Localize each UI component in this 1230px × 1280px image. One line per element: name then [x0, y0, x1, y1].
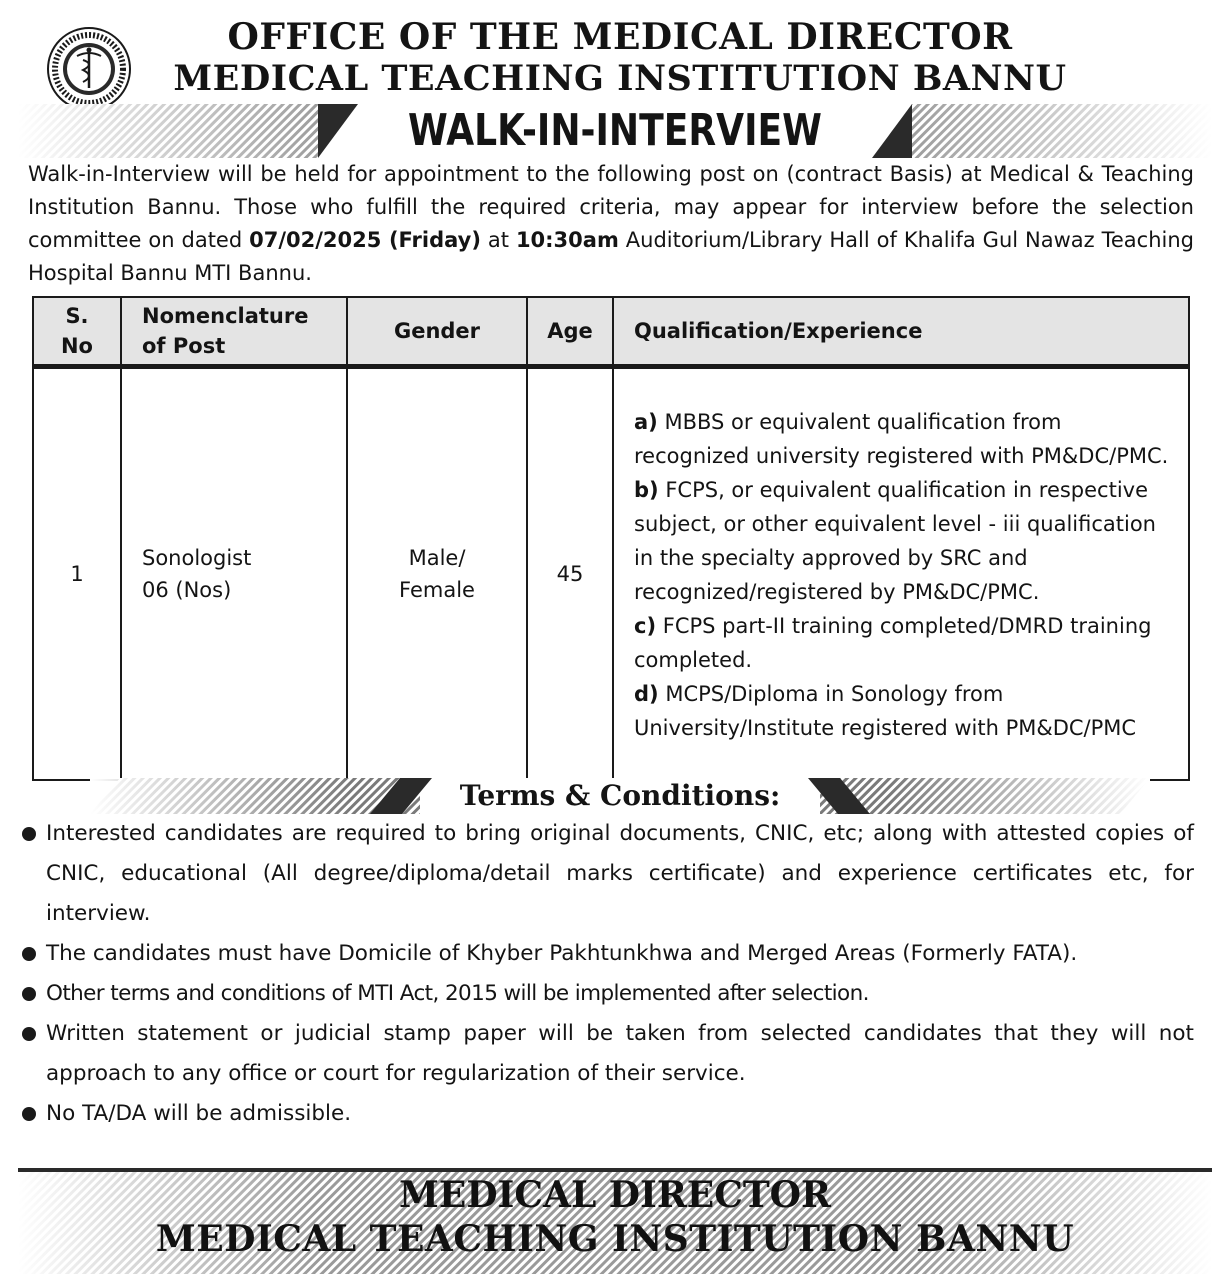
table-row	[33, 367, 1189, 781]
intro-paragraph	[28, 158, 1194, 290]
banner-title: WALK-IN-INTERVIEW	[408, 105, 822, 156]
header-post: Nomenclature of Post	[121, 297, 347, 367]
bullet-icon	[22, 987, 36, 1001]
posts-table	[32, 296, 1190, 781]
cell-gender: Male/ Female	[347, 367, 527, 781]
bullet-icon	[22, 827, 36, 841]
interview-time: 10:30am	[515, 228, 619, 252]
cell-qualification	[613, 367, 1189, 781]
bullet-icon	[22, 1107, 36, 1121]
footer-signatory: MEDICAL DIRECTOR	[399, 1174, 831, 1216]
terms-list	[18, 814, 1194, 1134]
walk-in-banner	[18, 104, 1212, 158]
intro-venue: Auditorium/Library Hall of Khalifa Gul Nawaz Teaching Hospital Bannu MTI Bannu.	[28, 228, 1194, 285]
list-item: Other terms and conditions of MTI Act, 2015 will be implemented after selection.	[18, 974, 1194, 1014]
intro-connector: at	[480, 228, 516, 252]
bullet-icon	[22, 947, 36, 961]
institution-title: MEDICAL TEACHING INSTITUTION BANNU	[173, 58, 1067, 99]
qualification-item: d) MCPS/Diploma in Sonology from University/Institute registered with PM&DC/PMC	[634, 682, 1137, 740]
cell-sno: 1	[33, 367, 121, 781]
terms-title: Terms & Conditions:	[459, 779, 781, 812]
list-item: Written statement or judicial stamp paper will be taken from selected candidates that they will not approach to any office or court for regularization of their service.	[18, 1014, 1194, 1094]
institution-seal-icon	[46, 26, 132, 112]
qualification-item: a) MBBS or equivalent qualification from recognized university registered with PM&DC/PMC.	[634, 410, 1169, 468]
cell-age: 45	[527, 367, 613, 781]
header-sno: S. No	[33, 297, 121, 367]
list-item: No TA/DA will be admissible.	[18, 1094, 1194, 1134]
footer-banner	[18, 1168, 1212, 1274]
list-item: The candidates must have Domicile of Khyber Pakhtunkhwa and Merged Areas (Formerly FATA).	[18, 934, 1194, 974]
table-header-row	[33, 297, 1189, 367]
footer-institution: MEDICAL TEACHING INSTITUTION BANNU	[155, 1218, 1075, 1260]
terms-banner	[90, 778, 1150, 814]
cell-post: Sonologist 06 (Nos)	[121, 367, 347, 781]
header-qualification: Qualification/Experience	[613, 297, 1189, 367]
header-age: Age	[527, 297, 613, 367]
list-item: Interested candidates are required to bring original documents, CNIC, etc; along with attested copies of CNIC, educational (All degree/diploma/detail marks certificate) and experience certificates etc, for interview.	[18, 814, 1194, 934]
office-title: OFFICE OF THE MEDICAL DIRECTOR	[227, 16, 1013, 58]
header-gender: Gender	[347, 297, 527, 367]
qualification-item: c) FCPS part-II training completed/DMRD training completed.	[634, 614, 1152, 672]
bullet-icon	[22, 1027, 36, 1041]
qualification-item: b) FCPS, or equivalent qualification in respective subject, or other equivalent level - iii qualification in the specialty approved by SRC and recognized/registered by PM&DC/PMC.	[634, 478, 1156, 604]
intro-text: Walk-in-Interview will be held for appointment to the following post on (contract Basis) at Medical & Teaching Institution Bannu. Those who fulfill the required criteria, may appear for interview before the selection committee on dated	[28, 162, 1194, 252]
interview-date: 07/02/2025 (Friday)	[249, 228, 481, 252]
header	[0, 14, 1230, 102]
